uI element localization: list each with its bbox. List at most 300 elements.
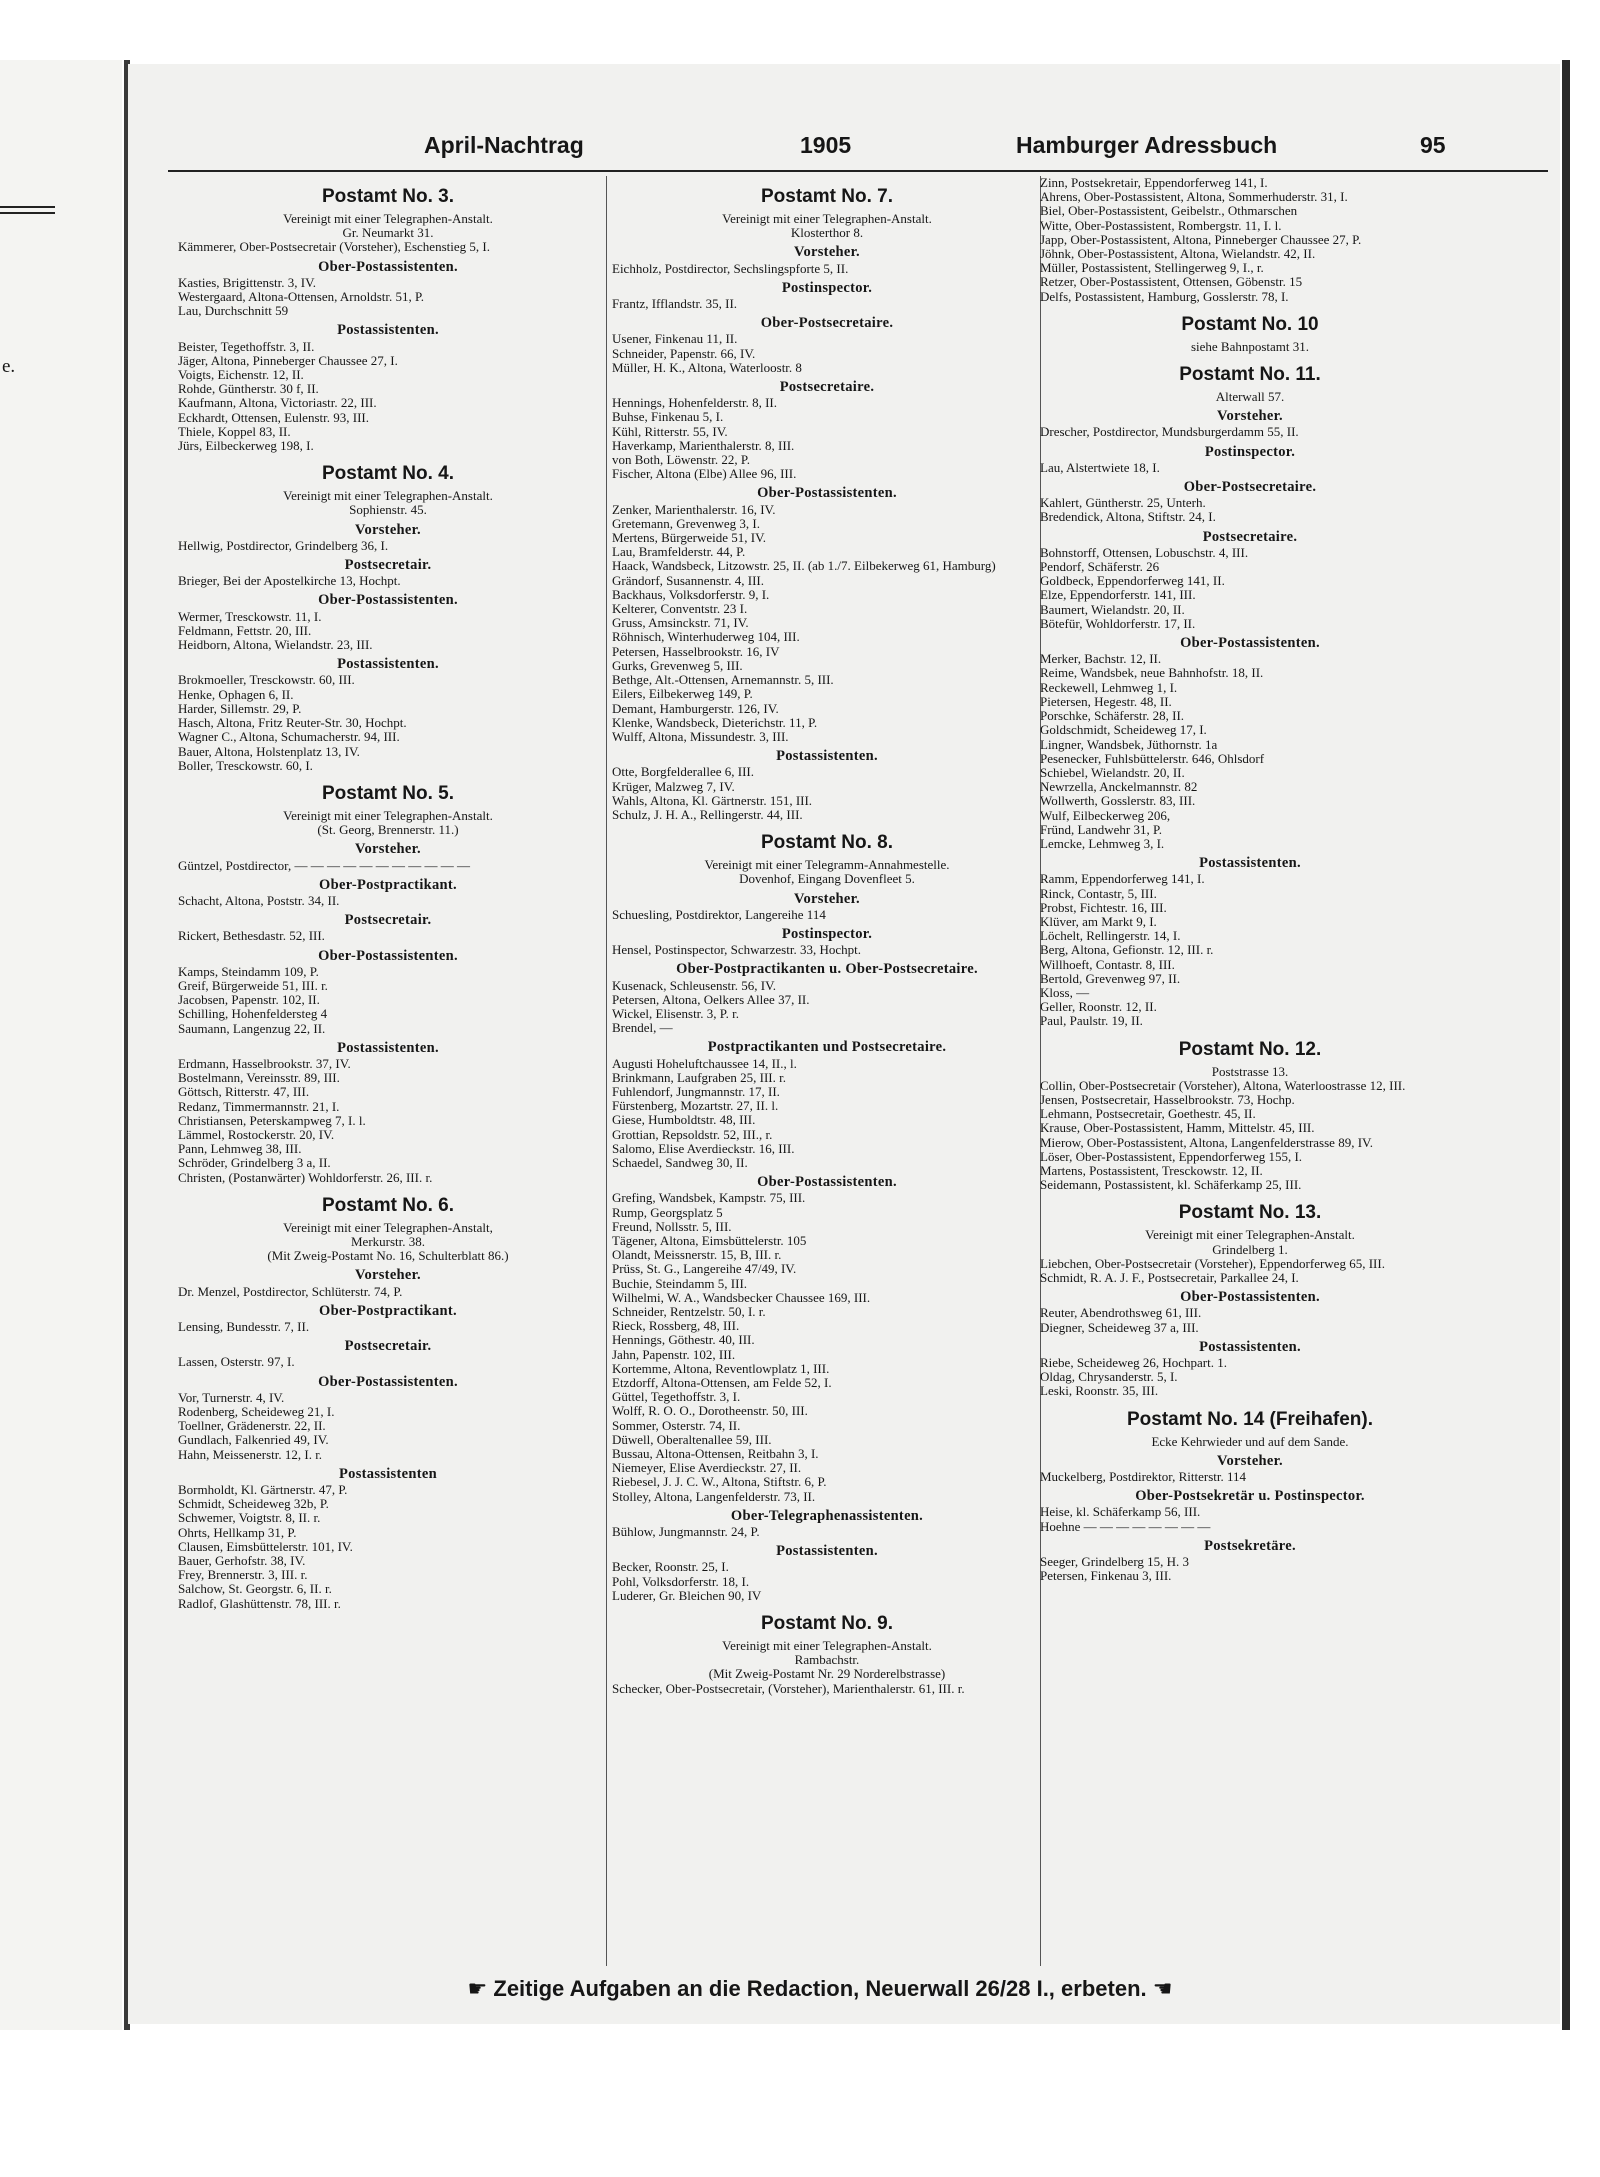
section-subline: Rambachstr. xyxy=(794,1652,860,1668)
directory-entry: Kühl, Ritterstr. 55, IV. xyxy=(612,423,728,439)
directory-entry: Hennings, Göthestr. 40, III. xyxy=(612,1332,755,1348)
section-subline: Klosterthor 8. xyxy=(790,225,864,241)
directory-entry: Schneider, Rentzelstr. 50, I. r. xyxy=(612,1304,766,1320)
directory-entry: Gruss, Amsinckstr. 71, IV. xyxy=(612,615,749,631)
directory-entry: Witte, Ober-Postassistent, Rombergstr. 11, I. l. xyxy=(1040,217,1282,233)
directory-entry: Wolff, R. O. O., Dorotheenstr. 50, III. xyxy=(612,1403,808,1419)
directory-entry: Klenke, Wandsbeck, Dieterichstr. 11, P. xyxy=(612,714,818,730)
directory-entry: Güntzel, Postdirector, — — — — — — — — — — — xyxy=(178,857,470,873)
header-supplement: April-Nachtrag xyxy=(424,132,584,158)
directory-entry: Rump, Georgsplatz 5 xyxy=(612,1204,723,1220)
directory-entry: Gurks, Grevenweg 5, III. xyxy=(612,657,743,673)
directory-entry: Kelterer, Conventstr. 23 I. xyxy=(612,601,748,617)
role-heading: Postsecretair. xyxy=(344,557,432,574)
directory-entry: Hennings, Hohenfelderstr. 8, II. xyxy=(612,395,777,411)
directory-entry: Jensen, Postsecretair, Hasselbrookstr. 73, Hochp. xyxy=(1040,1091,1295,1107)
directory-entry: Zenker, Marienthalerstr. 16, IV. xyxy=(612,501,776,517)
directory-entry: Jahn, Papenstr. 102, III. xyxy=(612,1346,736,1362)
directory-entry: Riebesel, J. J. C. W., Altona, Stiftstr. 6, P. xyxy=(612,1474,827,1490)
directory-entry: Jäger, Altona, Pinneberger Chaussee 27, I. xyxy=(178,352,398,368)
role-heading: Postsekretäre. xyxy=(1204,1537,1296,1554)
directory-entry: Elze, Eppendorferstr. 141, III. xyxy=(1040,587,1196,603)
directory-entry: Petersen, Finkenau 3, III. xyxy=(1040,1568,1172,1584)
role-heading: Ober-Postpractikant. xyxy=(319,1302,457,1319)
post-office-section xyxy=(1040,1202,1460,1398)
directory-entry: Otte, Borgfelderallee 6, III. xyxy=(612,764,754,780)
directory-entry: Wahls, Altona, Kl. Gärtnerstr. 151, III. xyxy=(612,792,813,808)
directory-entry: Leski, Roonstr. 35, III. xyxy=(1040,1383,1159,1399)
role-heading: Postinspector. xyxy=(1204,443,1296,460)
role-heading: Vorsteher. xyxy=(1217,1452,1283,1469)
role-heading: Postassistenten. xyxy=(1199,855,1301,872)
directory-entry: Bormholdt, Kl. Gärtnerstr. 47, P. xyxy=(178,1482,348,1498)
section-subline: Poststrasse 13. xyxy=(1211,1063,1289,1079)
directory-entry: Berg, Altona, Gefionstr. 12, III. r. xyxy=(1040,942,1214,958)
directory-entry: Willhoeft, Contastr. 8, III. xyxy=(1040,956,1175,972)
directory-entry: Goldschmidt, Scheideweg 17, I. xyxy=(1040,722,1207,738)
directory-entry: Stolley, Altona, Langenfelderstr. 73, II. xyxy=(612,1488,816,1504)
directory-entry: Redanz, Timmermannstr. 21, I. xyxy=(178,1098,340,1114)
directory-entry: Heidborn, Altona, Wielandstr. 23, III. xyxy=(178,637,373,653)
column-3 xyxy=(1040,176,1460,1583)
section-title: Postamt No. 13. xyxy=(1178,1202,1322,1224)
section-title: Postamt No. 6. xyxy=(322,1194,454,1216)
column-1 xyxy=(178,176,598,1611)
directory-entry: Brieger, Bei der Apostelkirche 13, Hochpt. xyxy=(178,573,401,589)
directory-entry: Christiansen, Peterskampweg 7, I. l. xyxy=(178,1112,366,1128)
directory-entry: Krause, Ober-Postassistent, Hamm, Mittelstr. 45, III. xyxy=(1040,1120,1315,1136)
directory-entry: Düwell, Oberaltenallee 59, III. xyxy=(612,1431,772,1447)
directory-entry: Löchelt, Rellingerstr. 14, I. xyxy=(1040,928,1181,944)
directory-entry: Röhnisch, Winterhuderweg 104, III. xyxy=(612,629,800,645)
post-office-section xyxy=(1040,314,1460,354)
directory-entry: Frantz, Ifflandstr. 35, II. xyxy=(612,296,738,312)
directory-entry: Krüger, Malzweg 7, IV. xyxy=(612,778,735,794)
directory-entry: Ahrens, Ober-Postassistent, Altona, Sommerhuderstr. 31, I. xyxy=(1040,189,1348,205)
directory-entry: Schaedel, Sandweg 30, II. xyxy=(612,1154,748,1170)
directory-entry: Bauer, Gerhofstr. 38, IV. xyxy=(178,1553,306,1569)
role-heading: Ober-Postassistenten. xyxy=(318,947,458,964)
directory-entry: Bühlow, Jungmannstr. 24, P. xyxy=(612,1524,760,1540)
directory-entry: Baumert, Wielandstr. 20, II. xyxy=(1040,601,1185,617)
directory-entry: Saumann, Langenzug 22, II. xyxy=(178,1020,326,1036)
section-subline: (Mit Zweig-Postamt Nr. 29 Norderelbstrasse) xyxy=(708,1666,946,1682)
role-heading: Ober-Postsecretaire. xyxy=(760,315,894,332)
directory-entry: Schmidt, R. A. J. F., Postsecretair, Parkallee 24, I. xyxy=(1040,1270,1299,1285)
directory-entry: Schecker, Ober-Postsecretair, (Vorsteher), Marienthalerstr. 61, III. r. xyxy=(612,1680,965,1696)
directory-entry: Freund, Nollsstr. 5, III. xyxy=(612,1218,732,1234)
directory-entry: Güttel, Tegethoffstr. 3, I. xyxy=(612,1389,741,1405)
directory-entry: Bauer, Altona, Holstenplatz 13, IV. xyxy=(178,743,360,759)
role-heading: Ober-Postassistenten. xyxy=(1180,1289,1320,1306)
directory-entry: Tägener, Altona, Eimsbüttelerstr. 105 xyxy=(612,1233,807,1248)
directory-entry: Jöhnk, Ober-Postassistent, Altona, Wielandstr. 42, II. xyxy=(1040,246,1316,262)
directory-entry: Lau, Bramfelderstr. 44, P. xyxy=(612,544,746,560)
directory-entry: Rickert, Bethesdastr. 52, III. xyxy=(178,928,325,944)
directory-entry: Wulff, Altona, Missundestr. 3, III. xyxy=(612,728,789,744)
header-page-number: 95 xyxy=(1420,132,1446,158)
directory-entry: Pann, Lehmweg 38, III. xyxy=(178,1141,302,1157)
directory-entry: Giese, Humboldtstr. 48, III. xyxy=(612,1112,756,1128)
directory-entry: Bostelmann, Vereinsstr. 89, III. xyxy=(178,1070,340,1086)
post-office-section xyxy=(612,186,1042,822)
directory-entry: Zinn, Postsekretair, Eppendorferweg 141, I. xyxy=(1040,175,1268,190)
role-heading: Postsecretair. xyxy=(344,1338,432,1355)
directory-entry: Schacht, Altona, Poststr. 34, II. xyxy=(178,892,340,908)
page-edge xyxy=(1562,60,1570,2030)
directory-entry: Reuter, Abendrothsweg 61, III. xyxy=(1040,1305,1202,1321)
directory-entry: Geller, Roonstr. 12, II. xyxy=(1040,999,1157,1015)
previous-page-rule xyxy=(0,206,55,214)
post-office-section xyxy=(178,186,598,453)
directory-entry: Schröder, Grindelberg 3 a, II. xyxy=(178,1155,331,1171)
section-subline: siehe Bahnpostamt 31. xyxy=(1190,338,1310,354)
directory-entry: Wilhelmi, W. A., Wandsbecker Chaussee 169, III. xyxy=(612,1289,871,1305)
directory-entry: Hellwig, Postdirector, Grindelberg 36, I. xyxy=(178,537,389,553)
page-header xyxy=(424,132,1454,166)
directory-entry: Eilers, Eilbekerweg 149, P. xyxy=(612,686,753,702)
role-heading: Postsecretaire. xyxy=(1202,528,1298,545)
page-footer xyxy=(400,1976,1240,2002)
directory-entry: Schneider, Papenstr. 66, IV. xyxy=(612,345,756,361)
directory-entry: Feldmann, Fettstr. 20, III. xyxy=(178,622,312,638)
directory-entry: Wickel, Elisenstr. 3, P. r. xyxy=(612,1005,739,1021)
directory-entry: Bethge, Alt.-Ottensen, Arnemannstr. 5, III. xyxy=(612,672,834,688)
directory-entry: Lau, Alstertwiete 18, I. xyxy=(1040,459,1160,475)
directory-entry: Retzer, Ober-Postassistent, Ottensen, Göbenstr. 15 xyxy=(1040,274,1303,290)
directory-entry: Kortemme, Altona, Reventlowplatz 1, III. xyxy=(612,1360,830,1376)
section-subline: Dovenhof, Eingang Dovenfleet 5. xyxy=(739,871,915,887)
directory-entry: Pesenecker, Fuhlsbüttelerstr. 646, Ohlsdorf xyxy=(1040,750,1265,766)
directory-entry: Hensel, Postinspector, Schwarzestr. 33, Hochpt. xyxy=(612,942,861,958)
section-subline: Sophienstr. 45. xyxy=(349,502,427,518)
directory-entry: Grändorf, Susannenstr. 4, III. xyxy=(612,572,764,588)
directory-entry: Bohnstorff, Ottensen, Lobuschstr. 4, III. xyxy=(1040,544,1249,560)
directory-entry: Harder, Sillemstr. 29, P. xyxy=(178,700,302,716)
role-heading: Vorsteher. xyxy=(355,1267,421,1284)
directory-entry: Backhaus, Volksdorferstr. 9, I. xyxy=(612,586,770,602)
section-subline: Vereinigt mit einer Telegraphen-Anstalt. xyxy=(722,1638,932,1654)
directory-entry: Voigts, Eichenstr. 12, II. xyxy=(178,367,304,383)
role-heading: Ober-Postassistenten. xyxy=(318,592,458,609)
role-heading: Ober-Postpractikant. xyxy=(319,876,457,893)
directory-entry: Oldag, Chrysanderstr. 5, I. xyxy=(1040,1369,1178,1385)
section-subline: Vereinigt mit einer Telegraphen-Anstalt. xyxy=(722,211,932,226)
role-heading: Vorsteher. xyxy=(794,890,860,907)
directory-entry: Brinkmann, Laufgraben 25, III. r. xyxy=(612,1069,787,1085)
header-year: 1905 xyxy=(800,132,852,158)
directory-entry: Wollwerth, Gosslerstr. 83, III. xyxy=(1040,793,1196,809)
directory-entry: Wagner C., Altona, Schumacherstr. 94, III. xyxy=(178,729,400,745)
directory-entry: Schuesling, Postdirektor, Langereihe 114 xyxy=(612,906,826,922)
directory-entry: Lingner, Wandsbek, Jüthornstr. 1a xyxy=(1040,736,1218,752)
post-office-section xyxy=(1040,1409,1460,1584)
directory-entry: Wulf, Eilbeckerweg 206, xyxy=(1040,807,1171,823)
header-title: Hamburger Adressbuch xyxy=(1016,132,1278,158)
directory-entry: Merker, Bachstr. 12, II. xyxy=(1040,651,1162,667)
directory-entry: Hoehne — — — — — — — — xyxy=(1040,1518,1211,1534)
directory-entry: Schiebel, Wielandstr. 20, II. xyxy=(1040,764,1185,780)
directory-entry: Pietersen, Hegestr. 48, II. xyxy=(1040,693,1172,709)
directory-entry: Augusti Hoheluftchaussee 14, II., l. xyxy=(612,1055,797,1071)
section-subline: Merkurstr. 38. xyxy=(350,1233,426,1249)
directory-entry: Lehmann, Postsecretair, Goethestr. 45, II. xyxy=(1040,1106,1256,1122)
directory-entry: Prüss, St. G., Langereihe 47/49, IV. xyxy=(612,1261,797,1277)
directory-entry: Pohl, Volksdorferstr. 18, I. xyxy=(612,1573,750,1589)
role-heading: Postassistenten. xyxy=(776,1543,878,1560)
directory-entry: Fürstenberg, Mozartstr. 27, II. l. xyxy=(612,1098,779,1114)
directory-entry: Buhse, Finkenau 5, I. xyxy=(612,409,724,425)
directory-entry: Pendorf, Schäferstr. 26 xyxy=(1040,559,1160,575)
directory-entry: Collin, Ober-Postsecretair (Vorsteher), Altona, Waterloostrasse 12, III. xyxy=(1040,1077,1406,1093)
directory-entry: Fründ, Landwehr 31, P. xyxy=(1040,821,1163,837)
directory-entry: Muckelberg, Postdirektor, Ritterstr. 114 xyxy=(1040,1469,1247,1485)
directory-entry: Frey, Brennerstr. 3, III. r. xyxy=(178,1567,308,1583)
directory-entry: Lassen, Osterstr. 97, I. xyxy=(178,1354,295,1370)
role-heading: Postinspector. xyxy=(781,925,873,942)
directory-entry: Rohde, Güntherstr. 30 f, II. xyxy=(178,381,319,397)
directory-entry: Porschke, Schäferstr. 28, II. xyxy=(1040,708,1185,724)
directory-entry: Buchie, Steindamm 5, III. xyxy=(612,1275,748,1291)
section-subline: Vereinigt mit einer Telegraphen-Anstalt. xyxy=(283,807,493,823)
post-office-section xyxy=(178,783,598,1185)
directory-entry: Usener, Finkenau 11, II. xyxy=(612,331,738,347)
post-office-section xyxy=(1040,364,1460,1029)
directory-entry: Grottian, Repsoldstr. 52, III., r. xyxy=(612,1126,773,1142)
role-heading: Ober-Postassistenten. xyxy=(757,1174,897,1191)
section-title: Postamt No. 5. xyxy=(322,782,454,804)
section-title: Postamt No. 4. xyxy=(322,463,454,485)
role-heading: Ober-Postassistenten. xyxy=(757,485,897,502)
directory-entry: Kusenack, Schleusenstr. 56, IV. xyxy=(612,977,777,993)
directory-entry: Probst, Fichtestr. 16, III. xyxy=(1040,899,1167,915)
section-title: Postamt No. 12. xyxy=(1178,1038,1322,1060)
directory-entry: Drescher, Postdirector, Mundsburgerdamm 55, II. xyxy=(1040,424,1299,440)
section-title: Postamt No. 9. xyxy=(761,1613,893,1635)
role-heading: Ober-Postassistenten. xyxy=(1180,635,1320,652)
directory-entry: Clausen, Eimsbüttelerstr. 101, IV. xyxy=(178,1538,353,1554)
role-heading: Postassistenten. xyxy=(776,748,878,765)
previous-page-fragment: e. xyxy=(2,356,16,377)
directory-entry: Göttsch, Ritterstr. 47, III. xyxy=(178,1084,310,1100)
directory-entry: Etzdorff, Altona-Ottensen, am Felde 52, I. xyxy=(612,1375,832,1391)
directory-entry: Bertold, Grevenweg 97, II. xyxy=(1040,970,1181,986)
directory-entry: Boller, Tresckowstr. 60, I. xyxy=(178,757,313,773)
directory-entry: Westergaard, Altona-Ottensen, Arnoldstr. 51, P. xyxy=(178,289,425,305)
directory-entry: Kasties, Brigittenstr. 3, IV. xyxy=(178,274,317,290)
directory-entry: Dr. Menzel, Postdirector, Schlüterstr. 74, P. xyxy=(178,1283,403,1299)
directory-entry: Schilling, Hohenfeldersteg 4 xyxy=(178,1006,328,1022)
directory-entry: Gundlach, Falkenried 49, IV. xyxy=(178,1432,329,1448)
directory-entry: Beister, Tegethoffstr. 3, II. xyxy=(178,338,315,354)
directory-entry: Radlof, Glashüttenstr. 78, III. r. xyxy=(178,1595,341,1611)
section-subline: Vereinigt mit einer Telegraphen-Anstalt. xyxy=(1145,1227,1355,1243)
column-divider xyxy=(606,176,607,1966)
directory-entry: Rinck, Contastr, 5, III. xyxy=(1040,885,1157,901)
role-heading: Postassistenten. xyxy=(1199,1338,1301,1355)
section-subline: Ecke Kehrwieder und auf dem Sande. xyxy=(1151,1433,1349,1449)
directory-entry: Greif, Bürgerweide 51, III. r. xyxy=(178,977,328,993)
directory-entry: Ramm, Eppendorferweg 141, I. xyxy=(1040,871,1205,887)
post-office-section xyxy=(612,1613,1042,1696)
directory-entry: Liebchen, Ober-Postsecretair (Vorsteher), Eppendorferweg 65, III. xyxy=(1040,1255,1385,1271)
section-title: Postamt No. 10 xyxy=(1181,313,1319,335)
directory-entry: Niemeyer, Elise Averdieckstr. 27, II. xyxy=(612,1460,802,1476)
pointing-hand-left-icon: ☚ xyxy=(1152,1976,1173,2001)
directory-entry: Löser, Ober-Postassistent, Eppendorferweg 155, I. xyxy=(1040,1148,1303,1164)
role-heading: Ober-Postassistenten. xyxy=(318,258,458,275)
role-heading: Ober-Telegraphenassistenten. xyxy=(730,1507,924,1524)
directory-entry: Erdmann, Hasselbrookstr. 37, IV. xyxy=(178,1055,351,1071)
section-subline: Alterwall 57. xyxy=(1215,389,1285,405)
directory-entry: Kämmerer, Ober-Postsecretair (Vorsteher), Eschenstieg 5, I. xyxy=(178,239,490,255)
role-heading: Ober-Postsekretär u. Postinspector. xyxy=(1135,1488,1365,1505)
directory-entry: Bussau, Altona-Ottensen, Reitbahn 3, I. xyxy=(612,1446,819,1462)
header-rule xyxy=(168,170,1548,172)
directory-entry: Henke, Ophagen 6, II. xyxy=(178,686,294,702)
role-heading: Vorsteher. xyxy=(1217,408,1283,425)
directory-entry: Wermer, Tresckowstr. 11, I. xyxy=(178,608,322,624)
section-title: Postamt No. 3. xyxy=(322,186,454,207)
section-subline: Vereinigt mit einer Telegraphen-Anstalt. xyxy=(283,488,493,504)
directory-entry: Kahlert, Güntherstr. 25, Unterh. xyxy=(1040,495,1206,511)
directory-entry: Bredendick, Altona, Stiftstr. 24, I. xyxy=(1040,509,1216,525)
role-heading: Postassistenten. xyxy=(337,656,439,673)
directory-entry: Seidemann, Postassistent, kl. Schäferkamp 25, III. xyxy=(1040,1177,1302,1193)
role-heading: Vorsteher. xyxy=(794,244,860,261)
directory-entry: Delfs, Postassistent, Hamburg, Gosslerstr. 78, I. xyxy=(1040,288,1289,304)
directory-entry: Salchow, St. Georgstr. 6, II. r. xyxy=(178,1581,332,1597)
directory-entry: Rodenberg, Scheideweg 21, I. xyxy=(178,1404,335,1420)
directory-entry: Hahn, Meissenerstr. 12, I. r. xyxy=(178,1446,323,1462)
directory-entry: Jacobsen, Papenstr. 102, II. xyxy=(178,992,320,1008)
directory-entry: Müller, Postassistent, Stellingerweg 9, I., r. xyxy=(1040,260,1264,276)
directory-entry: Christen, (Postanwärter) Wohldorferstr. 26, III. r. xyxy=(178,1169,433,1185)
directory-entry: Haack, Wandsbeck, Litzowstr. 25, II. (ab 1./7. Eilbekerweg 61, Hamburg) xyxy=(612,558,996,574)
directory-entry: Vor, Turnerstr. 4, IV. xyxy=(178,1389,285,1405)
role-heading: Postassistenten. xyxy=(337,1039,439,1056)
directory-entry: Eichholz, Postdirector, Sechslingspforte 5, II. xyxy=(612,260,849,276)
section-subline: Grindelberg 1. xyxy=(1212,1241,1288,1257)
directory-entry: Toellner, Grädenerstr. 22, II. xyxy=(178,1418,326,1434)
directory-entry: Kloss, — xyxy=(1040,984,1090,1000)
directory-entry: Mierow, Ober-Postassistent, Altona, Langenfelderstrasse 89, IV. xyxy=(1040,1134,1373,1150)
directory-entry: Fischer, Altona (Elbe) Allee 96, III. xyxy=(612,466,797,482)
directory-entry: Bötefür, Wohldorferstr. 17, II. xyxy=(1040,615,1196,631)
directory-entry: Müller, H. K., Altona, Waterloostr. 8 xyxy=(612,359,802,375)
role-heading: Ober-Postsecretaire. xyxy=(1183,479,1317,496)
role-heading: Postpractikanten und Postsecretaire. xyxy=(707,1039,947,1056)
role-heading: Ober-Postassistenten. xyxy=(318,1373,458,1390)
role-heading: Postsecretaire. xyxy=(779,379,875,396)
directory-entry: Biel, Ober-Postassistent, Geibelstr., Othmarschen xyxy=(1040,203,1298,219)
section-title: Postamt No. 7. xyxy=(761,186,893,207)
directory-entry: Reckewell, Lehmweg 1, I. xyxy=(1040,679,1178,695)
section-subline: Gr. Neumarkt 31. xyxy=(342,225,434,241)
directory-entry: Lensing, Bundesstr. 7, II. xyxy=(178,1319,310,1334)
directory-entry: Schmidt, Scheideweg 32b, P. xyxy=(178,1496,329,1512)
directory-entry: Schulz, J. H. A., Rellingerstr. 44, III. xyxy=(612,806,803,822)
directory-entry: Sommer, Osterstr. 74, II. xyxy=(612,1417,741,1433)
section-title: Postamt No. 11. xyxy=(1179,364,1321,386)
directory-entry: Demant, Hamburgerstr. 126, IV. xyxy=(612,700,779,716)
role-heading: Vorsteher. xyxy=(355,841,421,858)
directory-entry: Riebe, Scheideweg 26, Hochpart. 1. xyxy=(1040,1355,1228,1371)
role-heading: Postsecretair. xyxy=(344,912,432,929)
post-office-section xyxy=(1040,176,1460,304)
directory-entry: Grefing, Wandsbek, Kampstr. 75, III. xyxy=(612,1190,806,1206)
directory-entry: Gretemann, Grevenweg 3, I. xyxy=(612,515,760,531)
directory-entry: Reime, Wandsbek, neue Bahnhofstr. 18, II. xyxy=(1040,665,1264,681)
role-heading: Vorsteher. xyxy=(355,521,421,538)
section-subline: (St. Georg, Brennerstr. 11.) xyxy=(317,822,459,838)
directory-entry: Heise, kl. Schäferkamp 56, III. xyxy=(1040,1504,1201,1520)
directory-entry: Schwemer, Voigtstr. 8, II. r. xyxy=(178,1510,321,1526)
directory-entry: Martens, Postassistent, Tresckowstr. 12, II. xyxy=(1040,1162,1263,1178)
directory-entry: Salomo, Elise Averdieckstr. 16, III. xyxy=(612,1140,795,1156)
post-office-section xyxy=(178,1195,598,1611)
directory-entry: Newrzella, Anckelmannstr. 82 xyxy=(1040,779,1198,795)
directory-entry: Luderer, Gr. Bleichen 90, IV xyxy=(612,1587,762,1603)
directory-entry: Japp, Ober-Postassistent, Altona, Pinneberger Chaussee 27, P. xyxy=(1040,231,1362,247)
role-heading: Postinspector. xyxy=(781,279,873,296)
directory-entry: Klüver, am Markt 9, I. xyxy=(1040,913,1157,929)
directory-entry: Becker, Roonstr. 25, I. xyxy=(612,1559,729,1575)
directory-entry: Kamps, Steindamm 109, P. xyxy=(178,963,319,979)
directory-entry: Brendel, — xyxy=(612,1020,673,1036)
directory-entry: Diegner, Scheideweg 37 a, III. xyxy=(1040,1319,1199,1335)
post-office-section xyxy=(1040,1039,1460,1193)
directory-entry: Goldbeck, Eppendorferweg 141, II. xyxy=(1040,573,1225,589)
directory-entry: Seeger, Grindelberg 15, H. 3 xyxy=(1040,1554,1190,1570)
post-office-section xyxy=(178,463,598,773)
directory-entry: Thiele, Koppel 83, II. xyxy=(178,423,291,439)
directory-entry: Jürs, Eilbeckerweg 198, I. xyxy=(178,438,314,454)
directory-entry: Olandt, Meissnerstr. 15, B, III. r. xyxy=(612,1247,782,1263)
section-title: Postamt No. 14 (Freihafen). xyxy=(1127,1408,1373,1430)
section-title: Postamt No. 8. xyxy=(761,832,893,854)
role-heading: Postassistenten. xyxy=(337,322,439,339)
section-subline: (Mit Zweig-Postamt No. 16, Schulterblatt 86.) xyxy=(267,1248,509,1264)
footer-notice: Zeitige Aufgaben an die Redaction, Neuerwall 26/28 I., erbeten. xyxy=(493,1976,1147,2001)
directory-entry: Kaufmann, Altona, Victoriastr. 22, III. xyxy=(178,395,377,411)
pointing-hand-right-icon: ☛ xyxy=(467,1976,488,2001)
directory-entry: Petersen, Altona, Oelkers Allee 37, II. xyxy=(612,991,810,1007)
directory-entry: Brokmoeller, Tresckowstr. 60, III. xyxy=(178,672,355,688)
directory-entry: Hasch, Altona, Fritz Reuter-Str. 30, Hochpt. xyxy=(178,715,407,731)
section-subline: Vereinigt mit einer Telegraphen-Anstalt, xyxy=(283,1219,493,1235)
role-heading: Ober-Postpractikanten u. Ober-Postsecretaire. xyxy=(676,961,978,978)
directory-entry: Lemcke, Lehmweg 3, I. xyxy=(1040,835,1165,851)
directory-entry: Mertens, Bürgerweide 51, IV. xyxy=(612,530,767,546)
post-office-section xyxy=(612,832,1042,1603)
directory-entry: Fuhlendorf, Jungmannstr. 17, II. xyxy=(612,1083,780,1099)
directory-entry: Petersen, Hasselbrookstr. 16, IV xyxy=(612,643,780,659)
section-subline: Vereinigt mit einer Telegraphen-Anstalt. xyxy=(283,211,493,226)
directory-entry: Lau, Durchschnitt 59 xyxy=(178,303,289,319)
role-heading: Postassistenten xyxy=(339,1465,437,1482)
directory-entry: von Both, Löwenstr. 22, P. xyxy=(612,452,750,468)
directory-entry: Lämmel, Rostockerstr. 20, IV. xyxy=(178,1126,335,1142)
previous-page-strip xyxy=(0,60,122,2030)
column-2 xyxy=(612,176,1042,1696)
section-subline: Vereinigt mit einer Telegramm-Annahmestelle. xyxy=(704,857,950,873)
directory-entry: Rieck, Rossberg, 48, III. xyxy=(612,1318,740,1334)
directory-entry: Haverkamp, Marienthalerstr. 8, III. xyxy=(612,437,795,453)
directory-entry: Paul, Paulstr. 19, II. xyxy=(1040,1013,1143,1029)
directory-entry: Eckhardt, Ottensen, Eulenstr. 93, III. xyxy=(178,409,369,425)
directory-entry: Ohrts, Hellkamp 31, P. xyxy=(178,1524,297,1540)
